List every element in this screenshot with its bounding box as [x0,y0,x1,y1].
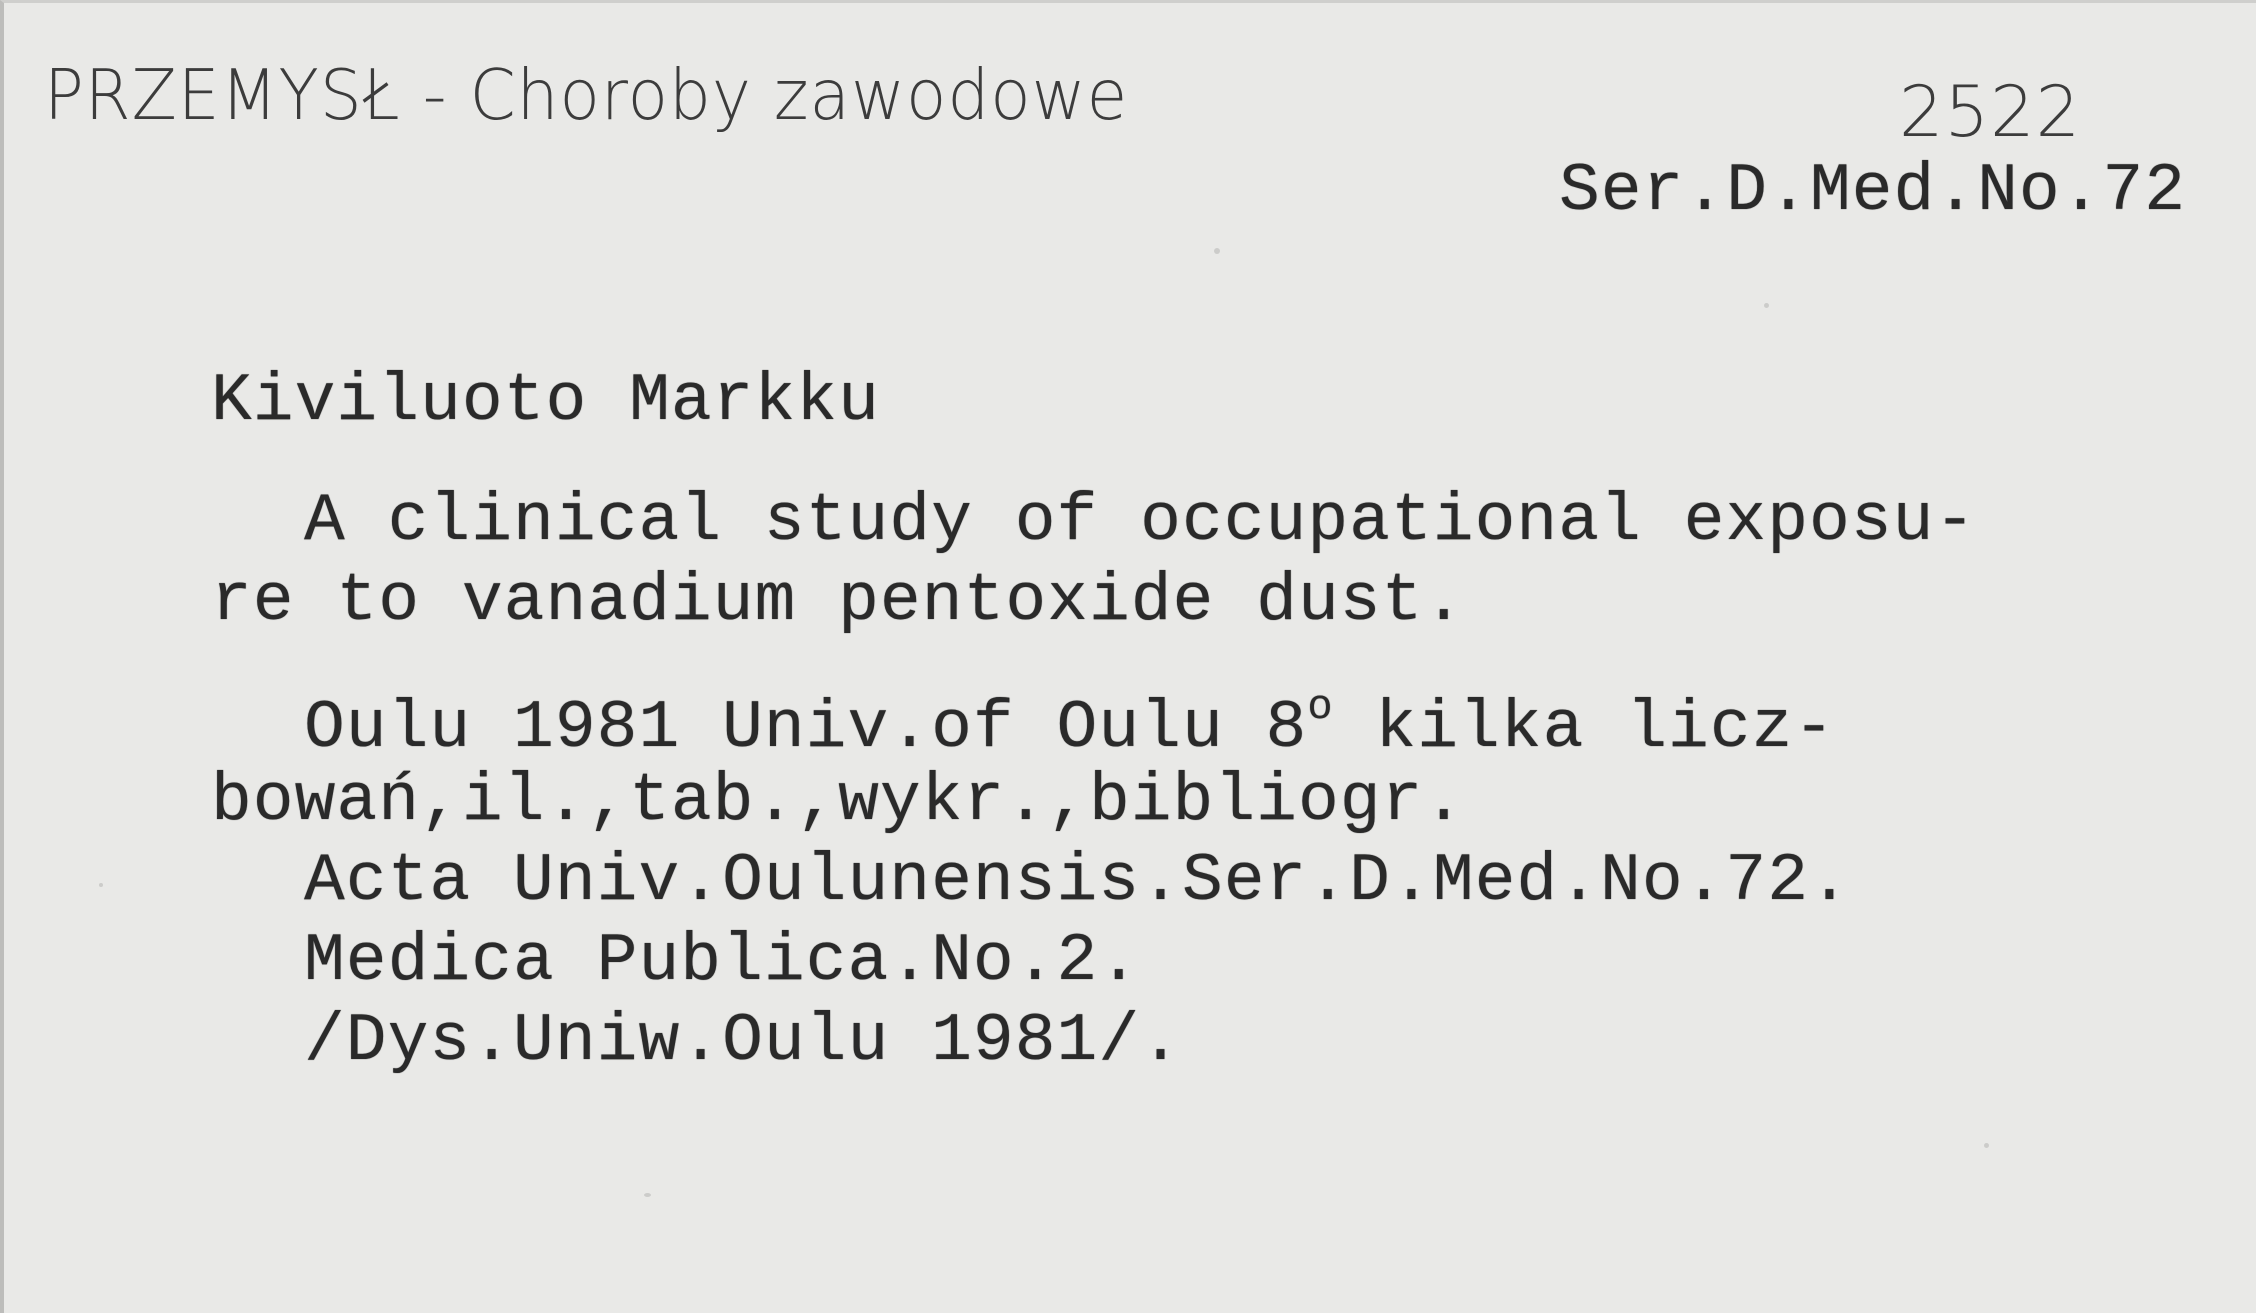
thesis-note: /Dys.Uniw.Oulu 1981/. [304,1003,1182,1080]
imprint-text: kilka licz- [1333,690,1836,767]
paper-speck [644,1193,651,1197]
title-line: A clinical study of occupational exposu- [304,483,1977,560]
format-superscript: o [1307,683,1334,731]
subject-heading: PRZEMYSŁ - Choroby zawodowe [44,55,1129,136]
series-statement: Acta Univ.Oulunensis.Ser.D.Med.No.72. [304,843,1851,920]
author-name: Kiviluoto Markku [211,363,880,440]
imprint-text: Oulu 1981 Univ.of Oulu 8 [304,690,1308,767]
paper-speck [1984,1143,1989,1148]
title-line: re to vanadium pentoxide dust. [211,563,1466,640]
imprint-line [304,683,1835,767]
series-statement: Medica Publica.No.2. [304,923,1141,1000]
paper-speck [1764,303,1769,308]
card-number: 2522 [1899,71,2082,153]
imprint-line: bowań,il.,tab.,wykr.,bibliogr. [211,763,1466,840]
paper-speck [99,883,103,887]
series-reference: Ser.D.Med.No.72 [1559,153,2187,230]
paper-speck [1214,248,1220,254]
